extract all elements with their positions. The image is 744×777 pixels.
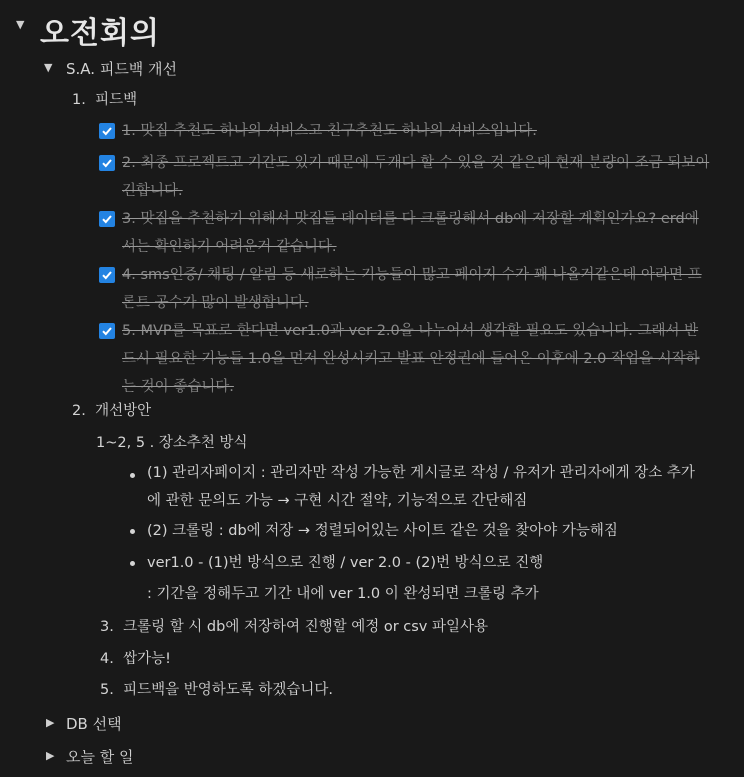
numbered-item — [100, 645, 171, 673]
list-text: 피드백을 반영하도록 하겠습니다. — [123, 682, 333, 698]
checkmark-icon — [101, 213, 113, 225]
todo-item-text[interactable]: 3. 맛집을 추천하기 위해서 맛집들 데이터를 다 크롤링해서 db에 저장할 계획인가요? erd에서는 확인하기 어려운거 같습니다. — [122, 211, 699, 255]
todo-item-text[interactable]: 5. MVP를 목표로 한다면 ver1.0과 ver 2.0을 나누어서 생각할 필요도 있습니다. 그래서 반드시 필요한 기능들 1.0을 먼저 완성시키고 발표 안정권에 들어온 이후에 2.0 작업을 시작하는 것이 좋습니다. — [122, 323, 700, 395]
expanded-toggle-icon[interactable]: ▼ — [44, 61, 53, 74]
todo-item-text[interactable]: 1. 맛집 추천도 하나의 서비스고 친구추천도 하나의 서비스입니다. — [122, 123, 537, 139]
improvement-subheading: 1~2, 5 . 장소추천 방식 — [96, 435, 248, 451]
list-number: 3. — [100, 619, 114, 635]
list-number: 4. — [100, 651, 114, 667]
todo-checkbox[interactable] — [99, 123, 115, 139]
numbered-item-improvement — [72, 397, 151, 425]
numbered-item — [100, 613, 488, 641]
toggle-todays-tasks[interactable]: 오늘 할 일 — [66, 748, 134, 766]
bullet-dot — [130, 529, 135, 534]
list-text: 피드백 — [95, 92, 138, 108]
bullet-note: : 기간을 정해두고 기간 내에 ver 1.0 이 완성되면 크롤링 추가 — [147, 586, 539, 602]
collapsed-toggle-icon[interactable]: ▶ — [46, 716, 55, 729]
todo-item-text[interactable]: 2. 최종 프로젝트고 기간도 있기 때문에 두개다 할 수 있을 것 같은데 현재 분량이 조금 되보이긴합니다. — [122, 155, 710, 199]
list-number: 2. — [72, 403, 86, 419]
bullet-text: (2) 크롤링 : db에 저장 → 정렬되어있는 사이트 같은 것을 찾아야 가능해짐 — [147, 523, 618, 539]
bullet-text: ver1.0 - (1)번 방식으로 진행 / ver 2.0 - (2)번 방식으로 진행 — [147, 555, 544, 571]
checkmark-icon — [101, 125, 113, 137]
list-text: 쌉가능! — [123, 651, 171, 667]
bullet-dot — [130, 561, 135, 566]
todo-checkbox[interactable] — [99, 211, 115, 227]
toggle-db-selection[interactable]: DB 선택 — [66, 715, 122, 733]
todo-item-text[interactable]: 4. sms인증/ 채팅 / 알림 등 새로하는 기능들이 많고 페이지 수가 꽤 나올거같은데 아라면 프론트 공수가 많이 발생합니다. — [122, 267, 702, 311]
bullet-text: (1) 관리자페이지 : 관리자만 작성 가능한 게시글로 작성 / 유저가 관리자에게 장소 추가에 관한 문의도 가능 → 구현 시간 절약, 기능적으로 간단해짐 — [147, 465, 695, 509]
checkmark-icon — [101, 157, 113, 169]
todo-checkbox[interactable] — [99, 323, 115, 339]
list-number: 1. — [72, 92, 86, 108]
todo-checkbox[interactable] — [99, 267, 115, 283]
list-text: 크롤링 할 시 db에 저장하여 진행할 예정 or csv 파일사용 — [123, 619, 489, 635]
numbered-item-feedback — [72, 86, 137, 114]
bullet-dot — [130, 473, 135, 478]
todo-checkbox[interactable] — [99, 155, 115, 171]
page-title: 오전회의 — [40, 16, 160, 51]
section-title: S.A. 피드백 개선 — [66, 60, 178, 78]
list-number: 5. — [100, 682, 114, 698]
list-text: 개선방안 — [95, 403, 152, 419]
expanded-toggle-icon[interactable]: ▼ — [16, 18, 25, 31]
numbered-item — [100, 676, 333, 704]
collapsed-toggle-icon[interactable]: ▶ — [46, 749, 55, 762]
checkmark-icon — [101, 269, 113, 281]
checkmark-icon — [101, 325, 113, 337]
